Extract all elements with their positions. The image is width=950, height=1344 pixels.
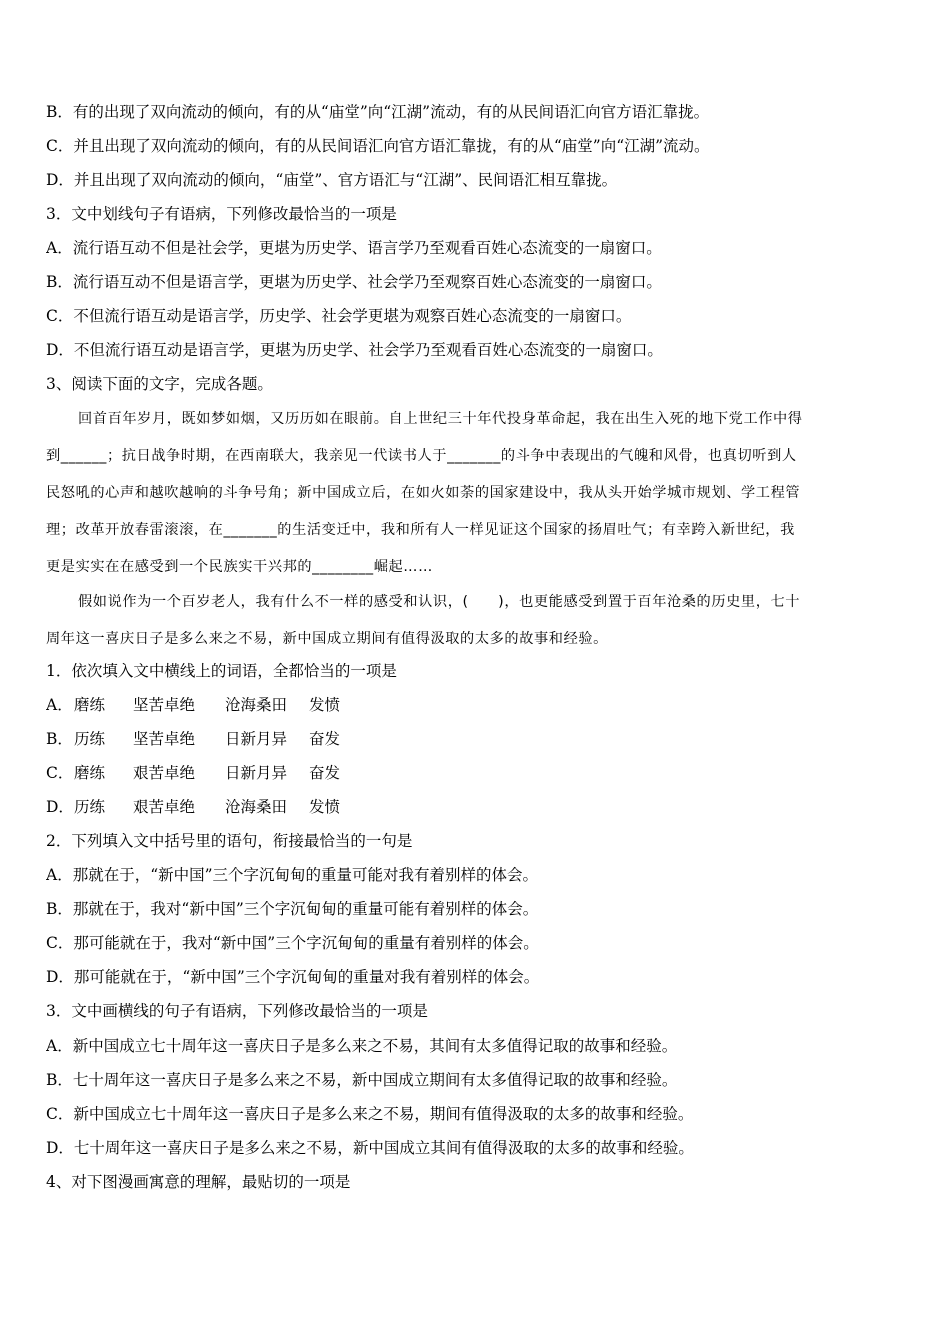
passage-line: 假如说作为一个百岁老人，我有什么不一样的感受和认识，( )，也更能感受到置于百年沧桑的历史里，七十 <box>78 594 801 610</box>
option-word: 奋发 <box>309 764 341 782</box>
option-word: 艰苦卓绝 <box>133 764 196 782</box>
option-word: 坚苦卓绝 <box>133 730 196 748</box>
option-word: 日新月异 <box>225 764 288 782</box>
option-word: 磨练 <box>74 764 106 782</box>
option-letter: D． <box>46 798 74 816</box>
option-c-text: C．那可能就在于，我对“新中国”三个字沉甸甸的重量有着别样的体会。 <box>46 934 539 952</box>
option-word: 发愤 <box>309 696 341 714</box>
option-word: 历练 <box>74 798 106 816</box>
passage-line: 到______；抗日战争时期，在西南联大，我亲见一代读书人于_______的斗争中表现出的气魄和风骨，也真切听到人 <box>46 448 797 464</box>
option-letter: B． <box>46 730 73 748</box>
option-d-text: D．那可能就在于，“新中国”三个字沉甸甸的重量对我有着别样的体会。 <box>46 968 540 986</box>
option-a-text: A．新中国成立七十周年这一喜庆日子是多么来之不易，其间有太多值得记取的故事和经验。 <box>46 1037 678 1055</box>
question-stem: 3．文中画横线的句子有语病，下列修改最恰当的一项是 <box>46 1002 428 1020</box>
option-row-d <box>46 796 906 818</box>
question-stem: 2．下列填入文中括号里的语句，衔接最恰当的一句是 <box>46 832 413 850</box>
option-word: 日新月异 <box>225 730 288 748</box>
option-row-a <box>46 694 906 716</box>
option-b-text: B．有的出现了双向流动的倾向，有的从“庙堂”向“江湖”流动，有的从民间语汇向官方语汇靠拢。 <box>46 103 710 121</box>
option-c-text: C．新中国成立七十周年这一喜庆日子是多么来之不易，期间有值得汲取的太多的故事和经验。 <box>46 1105 694 1123</box>
option-d-text: D．并且出现了双向流动的倾向，“庙堂”、官方语汇与“江湖”、民间语汇相互靠拢。 <box>46 171 618 189</box>
option-b-text: B．那就在于，我对“新中国”三个字沉甸甸的重量可能有着别样的体会。 <box>46 900 539 918</box>
option-b-text: B．七十周年这一喜庆日子是多么来之不易，新中国成立期间有太多值得记取的故事和经验。 <box>46 1071 678 1089</box>
passage-line: 更是实实在在感受到一个民族实干兴邦的________崛起…… <box>46 559 433 575</box>
passage-line: 民怒吼的心声和越吹越响的斗争号角；新中国成立后，在如火如荼的国家建设中，我从头开始学城市规划、学工程管 <box>46 485 801 501</box>
option-word: 艰苦卓绝 <box>133 798 196 816</box>
option-word: 发愤 <box>309 798 341 816</box>
section-heading: 3、阅读下面的文字，完成各题。 <box>46 375 273 393</box>
option-d-text: D．不但流行语互动是语言学，更堪为历史学、社会学乃至观看百姓心态流变的一扇窗口。 <box>46 341 663 359</box>
option-a-text: A．那就在于，“新中国”三个字沉甸甸的重量可能对我有着别样的体会。 <box>46 866 539 884</box>
option-a-text: A．流行语互动不但是社会学，更堪为历史学、语言学乃至观看百姓心态流变的一扇窗口。 <box>46 239 662 257</box>
option-c-text: C．不但流行语互动是语言学，历史学、社会学更堪为观察百姓心态流变的一扇窗口。 <box>46 307 632 325</box>
passage-line: 回首百年岁月，既如梦如烟，又历历如在眼前。自上世纪三十年代投身革命起，我在出生入死的地下党工作中得 <box>78 411 803 427</box>
option-b-text: B．流行语互动不但是语言学，更堪为历史学、社会学乃至观察百姓心态流变的一扇窗口。 <box>46 273 662 291</box>
option-word: 磨练 <box>74 696 106 714</box>
question-stem: 1．依次填入文中横线上的词语，全都恰当的一项是 <box>46 662 397 680</box>
option-letter: C． <box>46 764 74 782</box>
option-c-text: C．并且出现了双向流动的倾向，有的从民间语汇向官方语汇靠拢，有的从“庙堂”向“江湖”流动。 <box>46 137 710 155</box>
option-word: 沧海桑田 <box>225 696 288 714</box>
question-stem: 3．文中划线句子有语病，下列修改最恰当的一项是 <box>46 205 397 223</box>
option-row-c <box>46 762 906 784</box>
option-word: 沧海桑田 <box>225 798 288 816</box>
option-word: 历练 <box>74 730 106 748</box>
passage-line: 理；改革开放春雷滚滚，在_______的生活变迁中，我和所有人一样见证这个国家的扬眉吐气；有幸跨入新世纪，我 <box>46 522 795 538</box>
question-stem: 4、对下图漫画寓意的理解，最贴切的一项是 <box>46 1173 351 1191</box>
option-letter: A． <box>46 696 73 714</box>
option-row-b <box>46 728 906 750</box>
option-d-text: D．七十周年这一喜庆日子是多么来之不易，新中国成立其间有值得汲取的太多的故事和经验。 <box>46 1139 694 1157</box>
option-word: 奋发 <box>309 730 341 748</box>
option-word: 坚苦卓绝 <box>133 696 196 714</box>
passage-line: 周年这一喜庆日子是多么来之不易，新中国成立期间有值得汲取的太多的故事和经验。 <box>46 631 608 647</box>
